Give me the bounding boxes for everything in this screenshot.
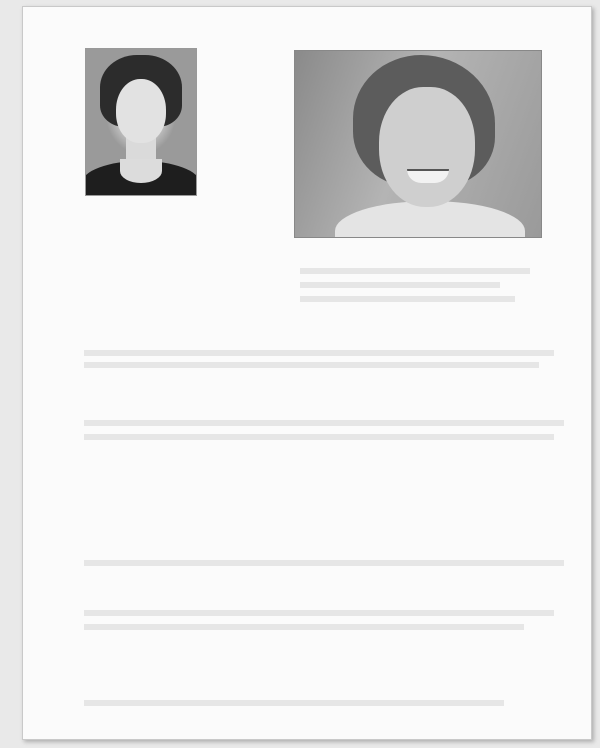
name-row	[84, 280, 92, 295]
spouse-row	[84, 297, 92, 312]
spiral-binding	[0, 8, 34, 736]
current-photo	[294, 50, 542, 238]
yearbook-photo	[85, 48, 197, 196]
